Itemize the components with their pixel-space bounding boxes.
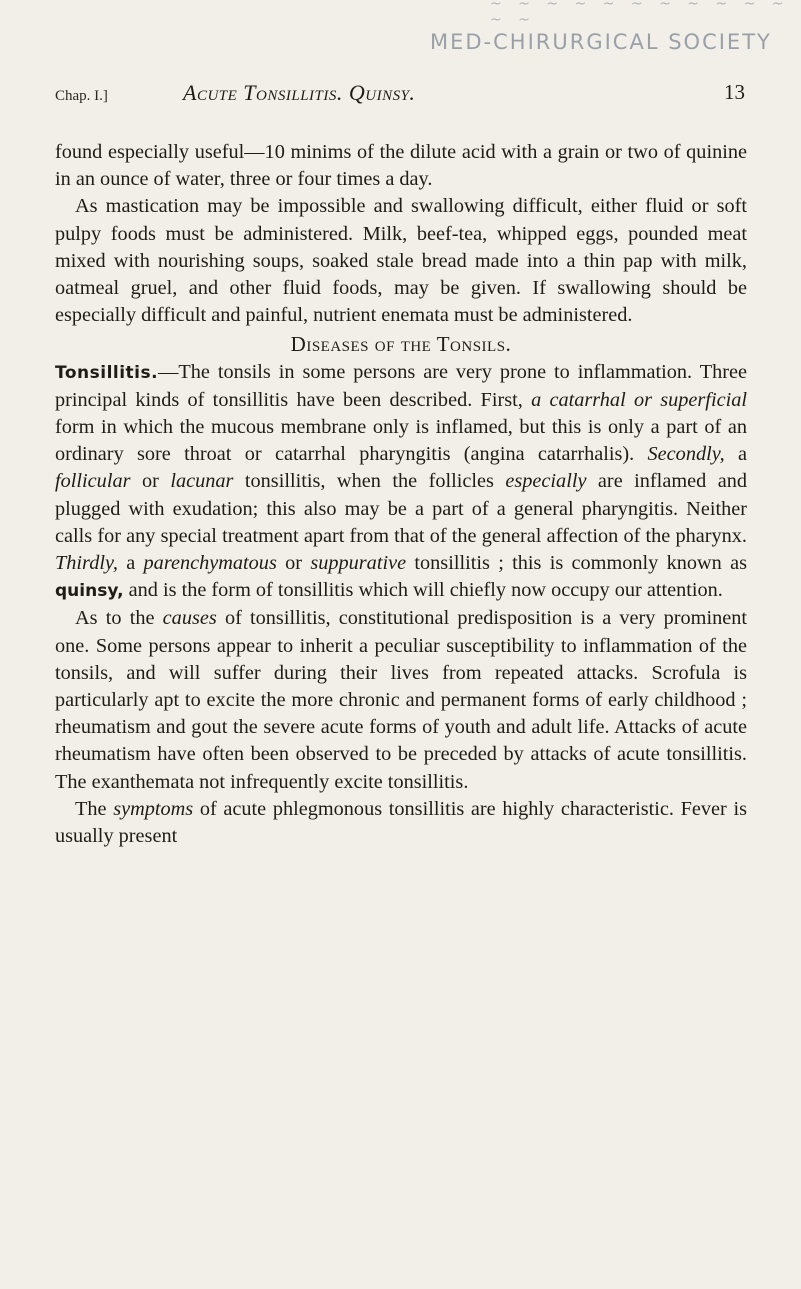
p3-italic-3: follicular [55, 470, 131, 493]
p3-italic-5: especially [505, 470, 587, 493]
p3-italic-7: parenchymatous [143, 552, 277, 575]
stamp-top-line: ~ ~ ~ ~ ~ ~ ~ ~ ~ ~ ~ ~ ~ [490, 2, 790, 28]
quinsy-term: quinsy, [55, 581, 124, 602]
p3-text-8: or [276, 552, 311, 575]
p3-italic-6: Thirdly, [55, 552, 118, 575]
p3-text-5: tonsillitis, when the follicles [233, 470, 506, 493]
chapter-label: Chap. I.] [55, 88, 108, 104]
p3-text-9: tonsillitis ; this is commonly known as [406, 552, 747, 575]
run-in-heading: Tonsillitis. [55, 362, 159, 383]
p3-text-1: —The tonsils in some persons are very prone to inflammation. Three principal kinds of tonsillitis have been described. First, [55, 360, 747, 411]
p3-italic-4: lacunar [170, 470, 234, 493]
paragraph-4 [55, 605, 747, 795]
p4-text-1: As to the [75, 607, 163, 630]
p3-text-2: form in which the mucous membrane only is inflamed, but this is only a part of an ordinary sore throat or catarrhal pharyngitis (angina catarrhalis). [55, 416, 747, 466]
p4-text-2: of tonsillitis, constitutional predisposition is a very prominent one. Some persons appear to inherit a peculiar susceptibility to inflammation of the tonsils, and will suffer during their lives from repeated attacks. Scrofula is particularly apt to excite the more chronic and permanent forms of early childhood ; rheumatism and gout the severe acute forms of youth and adult life. Attacks of acute rheumatism have often been observed to be preceded by attacks of acute tonsillitis. The exanthemata not infrequently excite tonsillitis. [55, 607, 747, 793]
running-title: Acute Tonsillitis. Quinsy. [183, 80, 416, 105]
p5-text-2: of acute phlegmonous tonsillitis are highly characteristic. Fever is usually present [55, 797, 747, 848]
p3-text-4: or [130, 470, 171, 493]
section-heading: Diseases of the Tonsils. [290, 332, 512, 357]
stamp-text: MED-CHIRURGICAL SOCIETY [430, 30, 772, 54]
page-body [55, 139, 747, 850]
p5-text-1: The [75, 797, 114, 820]
paragraph-2: As mastication may be impossible and swallowing difficult, either fluid or soft pulpy foods must be administered. Milk, beef-tea, whipped eggs, pounded meat mixed with nourishing soups, soaked stale bread made into a thin pap with milk, oatmeal gruel, and other fluid foods, may be given. If swallowing should be especially difficult and painful, nutrient enemata must be administered. [55, 195, 747, 327]
paragraph-3 [55, 359, 747, 606]
paragraph-1: found especially useful—10 minims of the dilute acid with a grain or two of quinine in an ounce of water, three or four times a day. [55, 141, 747, 191]
running-header [55, 78, 745, 112]
p3-italic-2: Secondly, [647, 443, 725, 466]
p3-italic-1: a catarrhal or superficial [531, 388, 747, 411]
p3-text-6: are inflamed and plugged with exudation; this also may be a part of a general pharyngitis. Neither calls for any special treatment apart from that of the general affection of the pharynx. [55, 470, 747, 547]
page-number: 13 [724, 80, 745, 104]
p3-text-7: a [117, 552, 144, 575]
p3-text-3: a [724, 443, 748, 466]
p3-italic-8: suppurative [310, 552, 407, 575]
p5-italic-1: symptoms [113, 797, 194, 820]
library-stamp [430, 2, 801, 62]
paragraph-5 [55, 796, 747, 850]
p3-text-10: and is the form of tonsillitis which will chiefly now occupy our attention. [123, 579, 723, 602]
p4-italic-1: causes [162, 607, 217, 630]
